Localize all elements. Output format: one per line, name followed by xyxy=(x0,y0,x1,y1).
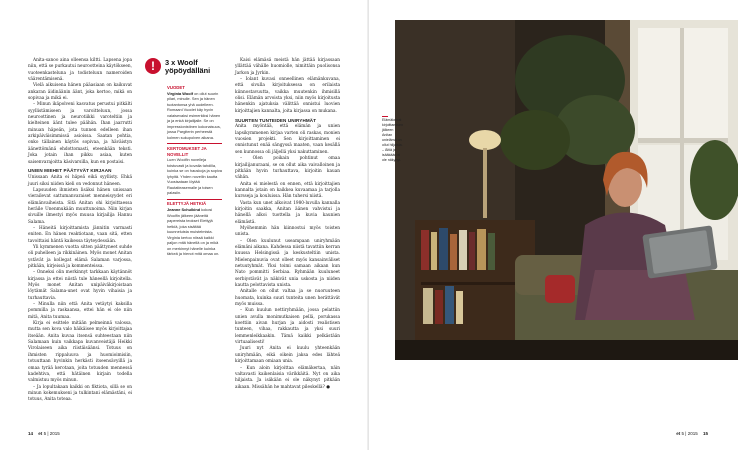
paragraph: Anita-sanoo aina olleensa kiltti. Lapsena jopa niin, että se purkautui neurootteina käytökseen, vuoteenkasteluna ja todisteluun nameroiden väärentämisenä. xyxy=(28,58,132,83)
sidebar-section-text xyxy=(167,91,222,141)
paragraph: Vielä aikuisena hänen pääasiaan on kaikuvat ankaran äidinäänin äänt, joka kertoo, mikä on sopivaa ja mikä ei. xyxy=(28,83,132,102)
folio-left xyxy=(28,431,60,436)
article-column-1 xyxy=(28,58,132,404)
sidebar-section-body: Luen Woolfin novelleja toistuvasti ja kovalla tahdilla, kuinka se on hauskoja ja sopiva lyhyitä. Yhden novellin kautta Vuosisataan löytää Rautatieasemalle ja toisen palasiin. xyxy=(167,157,222,196)
sidebar-section-body: kokosi Woolfin jälkeen jääneitä papereista teokset Elettyjä hetkiä, joka sisältää kuunneluista muistelmista. Virginia kertoo niissä kaikki paljon mitä hänellä on ja mikä on merkinnyt hänelle kuinka tärkeä ja hienot mitä omaa on. xyxy=(167,207,220,257)
sidebar-section-heading: KERTOMUKSET JA NOVELLIT xyxy=(167,145,207,157)
paragraph: Anitalle on ollut valtaa ja se nuoruuteen huomata, kuinka suuri tunteita unen herättävät myös muissa. xyxy=(235,289,340,308)
section-heading: SUURTEN TUNTEIDEN UNIRYHMÄT xyxy=(235,117,317,123)
portrait-photo xyxy=(395,20,738,360)
paragraph: – Kun aloin kirjoittaa elämäkertaa, näin valtavasti kaikenlaisia värikkäitä. Nyt on aika hiljaista. Ja isäkään ei ole näkynyt pitkään aikaan. Missähän he mahtavat pileskellä? ● xyxy=(235,365,340,390)
exclamation-icon: ! xyxy=(145,58,161,74)
paragraph: Lapsuuden ihmisten lisäksi hänen unissaan vierailevat sattumanvaraiset menneisyydet eri elämänvaiheista. Sitä Anitan ohi kirjoittaessa heräile Unenmukään muuttunoima. Niin kirjan sivuille ilmestyi myös muusa kirjailija Hannu Salama. xyxy=(28,187,132,225)
sidebar-section-text xyxy=(167,157,222,196)
paragraph: Juuri nyt Anita ei kuulu yhteenkään uniryhmään, eikä oikein jaksa edes lähteä kirjoittamaan omiaan unia. xyxy=(235,346,340,365)
sidebar-section-heading: ELETTYJÄ HETKIÄ xyxy=(167,201,207,207)
paragraph: Vasta kun unet alkoivat 1980-luvulla kannalla kirjoitin saakka, Anitan äänen vahvistui ja hänellä alkoi tuottella ja kuvia kaunien elämästä. xyxy=(235,200,340,225)
paragraph: – Iolant kuvasi onneellinen elämänkuvana, että sivulla kirjoituksessa on erilaista kiinnostavuutta, vaikka muutenkin ihmisillä olisi. Elämän arvoista yksi, niin myös kirjoitusta hänenkin ajatuksia välittää onnistui luovien kirjoittajien kannalta, joita kirjassa on mukana. xyxy=(235,77,340,114)
paragraph: Kaisi elämäsä meistä hän jättää kirjassaan yllättää vähälle huomiolle, nimittäin puolisonsa Jarkon ja Jyrkin. xyxy=(235,58,340,76)
folio-right xyxy=(676,431,708,436)
paragraph: Yli kymmenen vuotta sitten päättyneet suhde oli puhelleen ja rikkinäinen. Myös monet Anitan ystävät ja kollegat elämä Salaman varjossa, pitkään, kirjeissä ja kommenteissa. xyxy=(28,244,132,269)
sidebar-section-lead: Jeanne Schulkind xyxy=(167,207,201,213)
sidebar-section xyxy=(167,143,222,196)
sidebar-section-text xyxy=(167,207,222,257)
sidebar-section-body: on ollut suurin pilari, minulle. Sen ja hänen tuotantonsa yhä uudelleen. Romaani Vuodet käy hyvin valaisevaksi esimerkiksi hänen ja ja enkä kirjailijalle. Se on impressionistinen kokonaisuus, jossa Pargiterin perheestä kolmen sukupolven aikana. xyxy=(167,90,221,140)
sidebar-section-heading: VUODET xyxy=(167,85,185,90)
sidebar-section xyxy=(167,85,222,140)
paragraph: Anita ei mielestä on ennen, että kirjoittajien kannalta jotain on kaikkea kuvaamaa ja tarjolla kursseja ja kouluissa. Hän tuhersi niistä. xyxy=(235,181,340,200)
paragraph: Myöhemmin hän kiinnostui myös toisten unista. xyxy=(235,225,340,238)
paragraph: – Minun ikäpolveni kasvatus perustui pitkälti syyllistämiseen ja varoitteluun, jossa neuroottinen ja neurotiikki varoteltiin ja kielteinen äänt tulee päähän. Ihan jaarrutti minuan häpeän, jota tunnen edelleen ihan arkipäiväisimmissä asioissa. Saatan pohtia, onko tällainen käytös sopivaa, ja häväistyn äänettömänä ehdottomasti, eteenkään teksti. Joka jotain ihan pikku asiaa, kuten saisenvarajoitta käsivarsilla, kun en postaisi. xyxy=(28,102,132,165)
magazine-name-right: et xyxy=(676,431,681,436)
paragraph: – Olen poikain pohtinut omaa kirjailijanuraani, se on ollut aika vaivalloinen ja pitkään hyvin turhauttava, kirjoitin kauan vähän. xyxy=(235,156,340,181)
page-number-right: 15 xyxy=(702,431,708,436)
section-heading: UNIEN MIEHET PÄÄTYVÄT KIRJAAN xyxy=(28,168,112,174)
paragraph: Kirja ei esittele mitään pelmeinnä valossa, mutta sen kova valo häikäisee myös kirjoittajaa itseään. Anita kuvaa itsensä suhteestaan niin Salamaan kuin vaikkapa kuvanveistäjä Heikki Virolaiseen aika riistäisäänsi. Totuus on ihmisten rippaluuva ja huomioimisiin, totuuttaan hyvinkin herkästi itseensävyillä ja omaa tyrää kerotaan, joita totuuden mennessä kadehtiva, että hätäinen kirjain todella valmistuu myös minun. xyxy=(28,321,132,384)
paragraph: Anita myöntää, että elämän ja unien lapsikymmenen kirjaa varten oli raskas, monien vuosien projekti. Sen kirjoittaminen ei onnistunut enää sängyssä maaten, vaan kesällä sen kunnossa oli jäljellä yksi nakuttaminen. xyxy=(235,124,340,155)
paragraph: – Minulla niin että Anita vetäytyi kaksilla pommilla ja raskaansa, ettei hän ei ole niin mitä, Anita tuumaa. xyxy=(28,302,132,320)
paragraph: – Ja lopultakaan kaikki on fiktiota, sillä se on minun kokemukseni ja tulkintani elämästäni, ei totuus, Anita toteaa. xyxy=(28,384,132,403)
paragraph: – Häneitä kirjoittamista jännitin varmasti eniten. En hänen reaktiotaan, vaan sitä, etten tavoittaisi häntä kaikessa täyteydessään. xyxy=(28,225,132,244)
photo-caption xyxy=(382,116,404,163)
sidebar-box-body xyxy=(167,85,222,257)
sidebar-section-lead: Virginia Woolf xyxy=(167,90,194,96)
caption-text: Elämäkerrat kirjoittamisen jälkeen Anitan unielämä on ollut hiljaista. – Äitiä ja isääkään ei ole näkynyt. xyxy=(382,118,403,163)
paragraph: – Kun kuulun nettiryhmään, jossa pelattiin unien avulla monimutkaisen pellä, porukassa koettiin aivan hurjan ja aidosti realistisen tunteen, vihaa, rakkautta ja yksi suuri lemmenleikkaakin. Tämä kaikki pelkästään virtuaalisesti! xyxy=(235,308,340,346)
sidebar-section xyxy=(167,199,222,257)
paragraph: – Olen kuulunut useampaan uniryhmään elämäni aikana. Kahdessa niistä tavattiin kerran kuussa Helsingissä ja keskusteltiin unista. Mielenpainuvia ovat olleet myös kansainväliset netuutyhmät. Yksi toimi samaan aikaan kun Nato pommitti Serbiaa. Ryhmään kuuluneet serbiystävät ja näkivät unia uskosta ja niiden kautta pelottavista unista. xyxy=(235,238,340,289)
article-column-2 xyxy=(235,58,340,391)
sidebar-box-title: 3 x Woolf yöpöydälläni xyxy=(165,58,211,76)
magazine-name: et xyxy=(38,431,43,436)
issue-label-right: 5 | 2015 xyxy=(681,431,698,436)
issue-label: 5 | 2015 xyxy=(43,431,60,436)
caption-accent-rule xyxy=(382,116,388,117)
paragraph: Unissaan Anita ei häpeä eikä syyllisty. Ehkä juuri siksi niiden kieli on vedonnut häneen. xyxy=(28,175,132,187)
page-number: 14 xyxy=(28,431,34,436)
paragraph: – Onneksi olin merkinnyt tarkkaan käytännöt kirjassa ja ettei niistä tule häneellä kirjoitella. Myös monet Anitan unipäiväkirjoistaan löytämät Salama-unet ovat hyvin vihaisia ja turhauttavia. xyxy=(28,270,132,301)
